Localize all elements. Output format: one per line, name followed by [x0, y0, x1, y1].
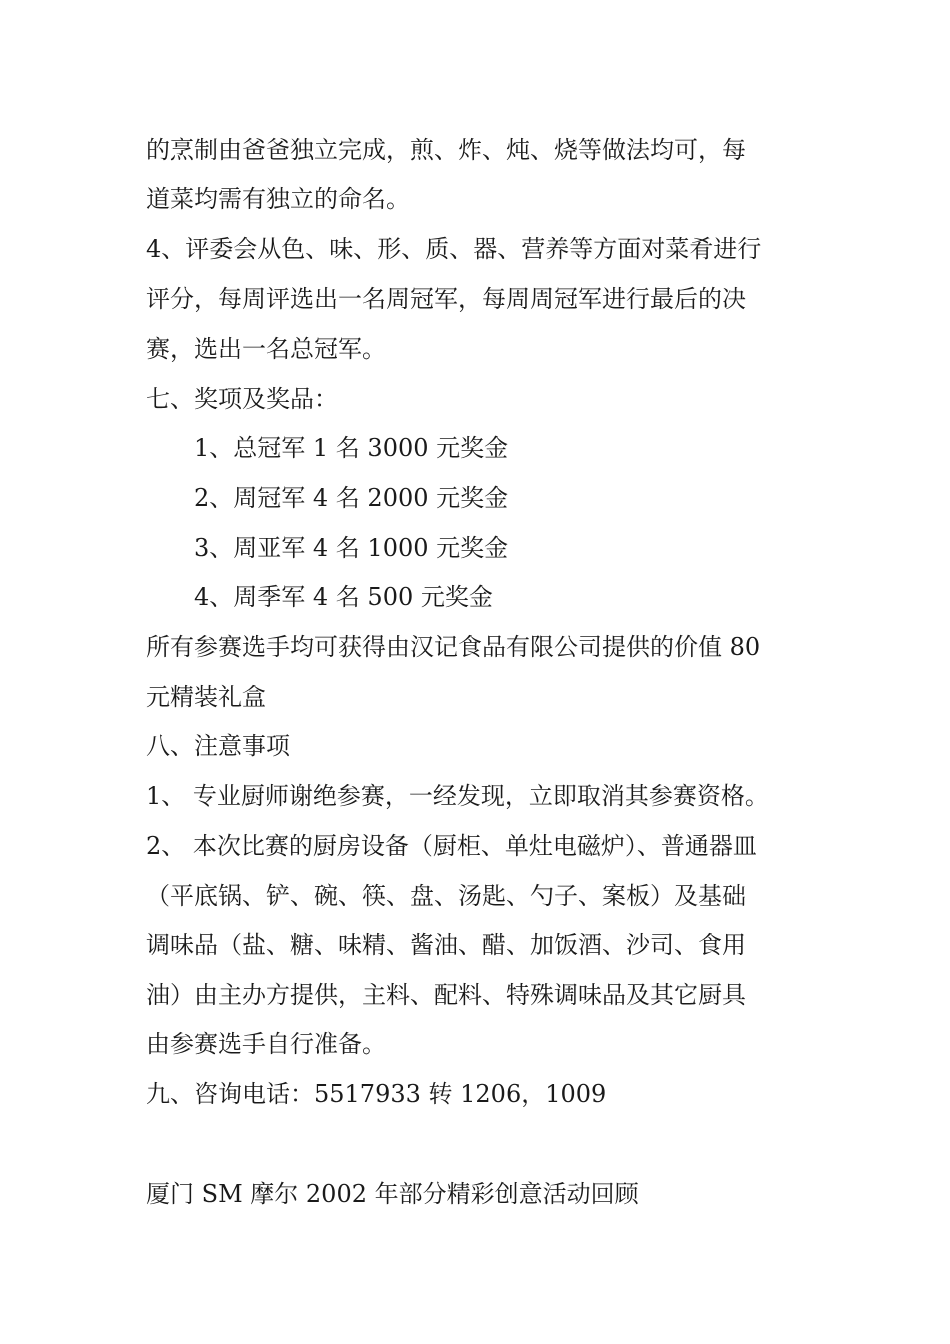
paragraph-line: 所有参赛选手均可获得由汉记食品有限公司提供的价值 80 — [146, 633, 761, 661]
prize-item: 4、周季军 4 名 500 元奖金 — [194, 583, 493, 611]
paragraph-line: 赛，选出一名总冠军。 — [146, 335, 386, 363]
prize-item: 2、周冠军 4 名 2000 元奖金 — [194, 484, 509, 512]
paragraph-line: 油）由主办方提供，主料、配料、特殊调味品及其它厨具 — [146, 981, 746, 1009]
paragraph-line: 4、评委会从色、味、形、质、器、营养等方面对菜肴进行 — [146, 235, 762, 263]
contact-line: 九、咨询电话：5517933 转 1206，1009 — [146, 1080, 607, 1108]
notice-item: 2、 本次比赛的厨房设备（厨柜、单灶电磁炉）、普通器皿 — [146, 832, 757, 860]
section-title: 厦门 SM 摩尔 2002 年部分精彩创意活动回顾 — [146, 1180, 639, 1208]
paragraph-line: 元精装礼盒 — [146, 683, 266, 711]
paragraph-line: 道菜均需有独立的命名。 — [146, 185, 410, 213]
paragraph-line: 的烹制由爸爸独立完成，煎、炸、炖、烧等做法均可，每 — [146, 136, 746, 164]
prize-item: 1、总冠军 1 名 3000 元奖金 — [194, 434, 509, 462]
prize-item: 3、周亚军 4 名 1000 元奖金 — [194, 534, 509, 562]
paragraph-line: 调味品（盐、糖、味精、酱油、醋、加饭酒、沙司、食用 — [146, 931, 746, 959]
section-heading: 八、注意事项 — [146, 732, 290, 760]
paragraph-line: （平底锅、铲、碗、筷、盘、汤匙、勺子、案板）及基础 — [146, 882, 746, 910]
notice-item: 1、 专业厨师谢绝参赛，一经发现，立即取消其参赛资格。 — [146, 782, 769, 810]
paragraph-line: 由参赛选手自行准备。 — [146, 1030, 386, 1058]
section-heading: 七、奖项及奖品： — [146, 385, 338, 413]
paragraph-line: 评分，每周评选出一名周冠军，每周周冠军进行最后的决 — [146, 285, 746, 313]
